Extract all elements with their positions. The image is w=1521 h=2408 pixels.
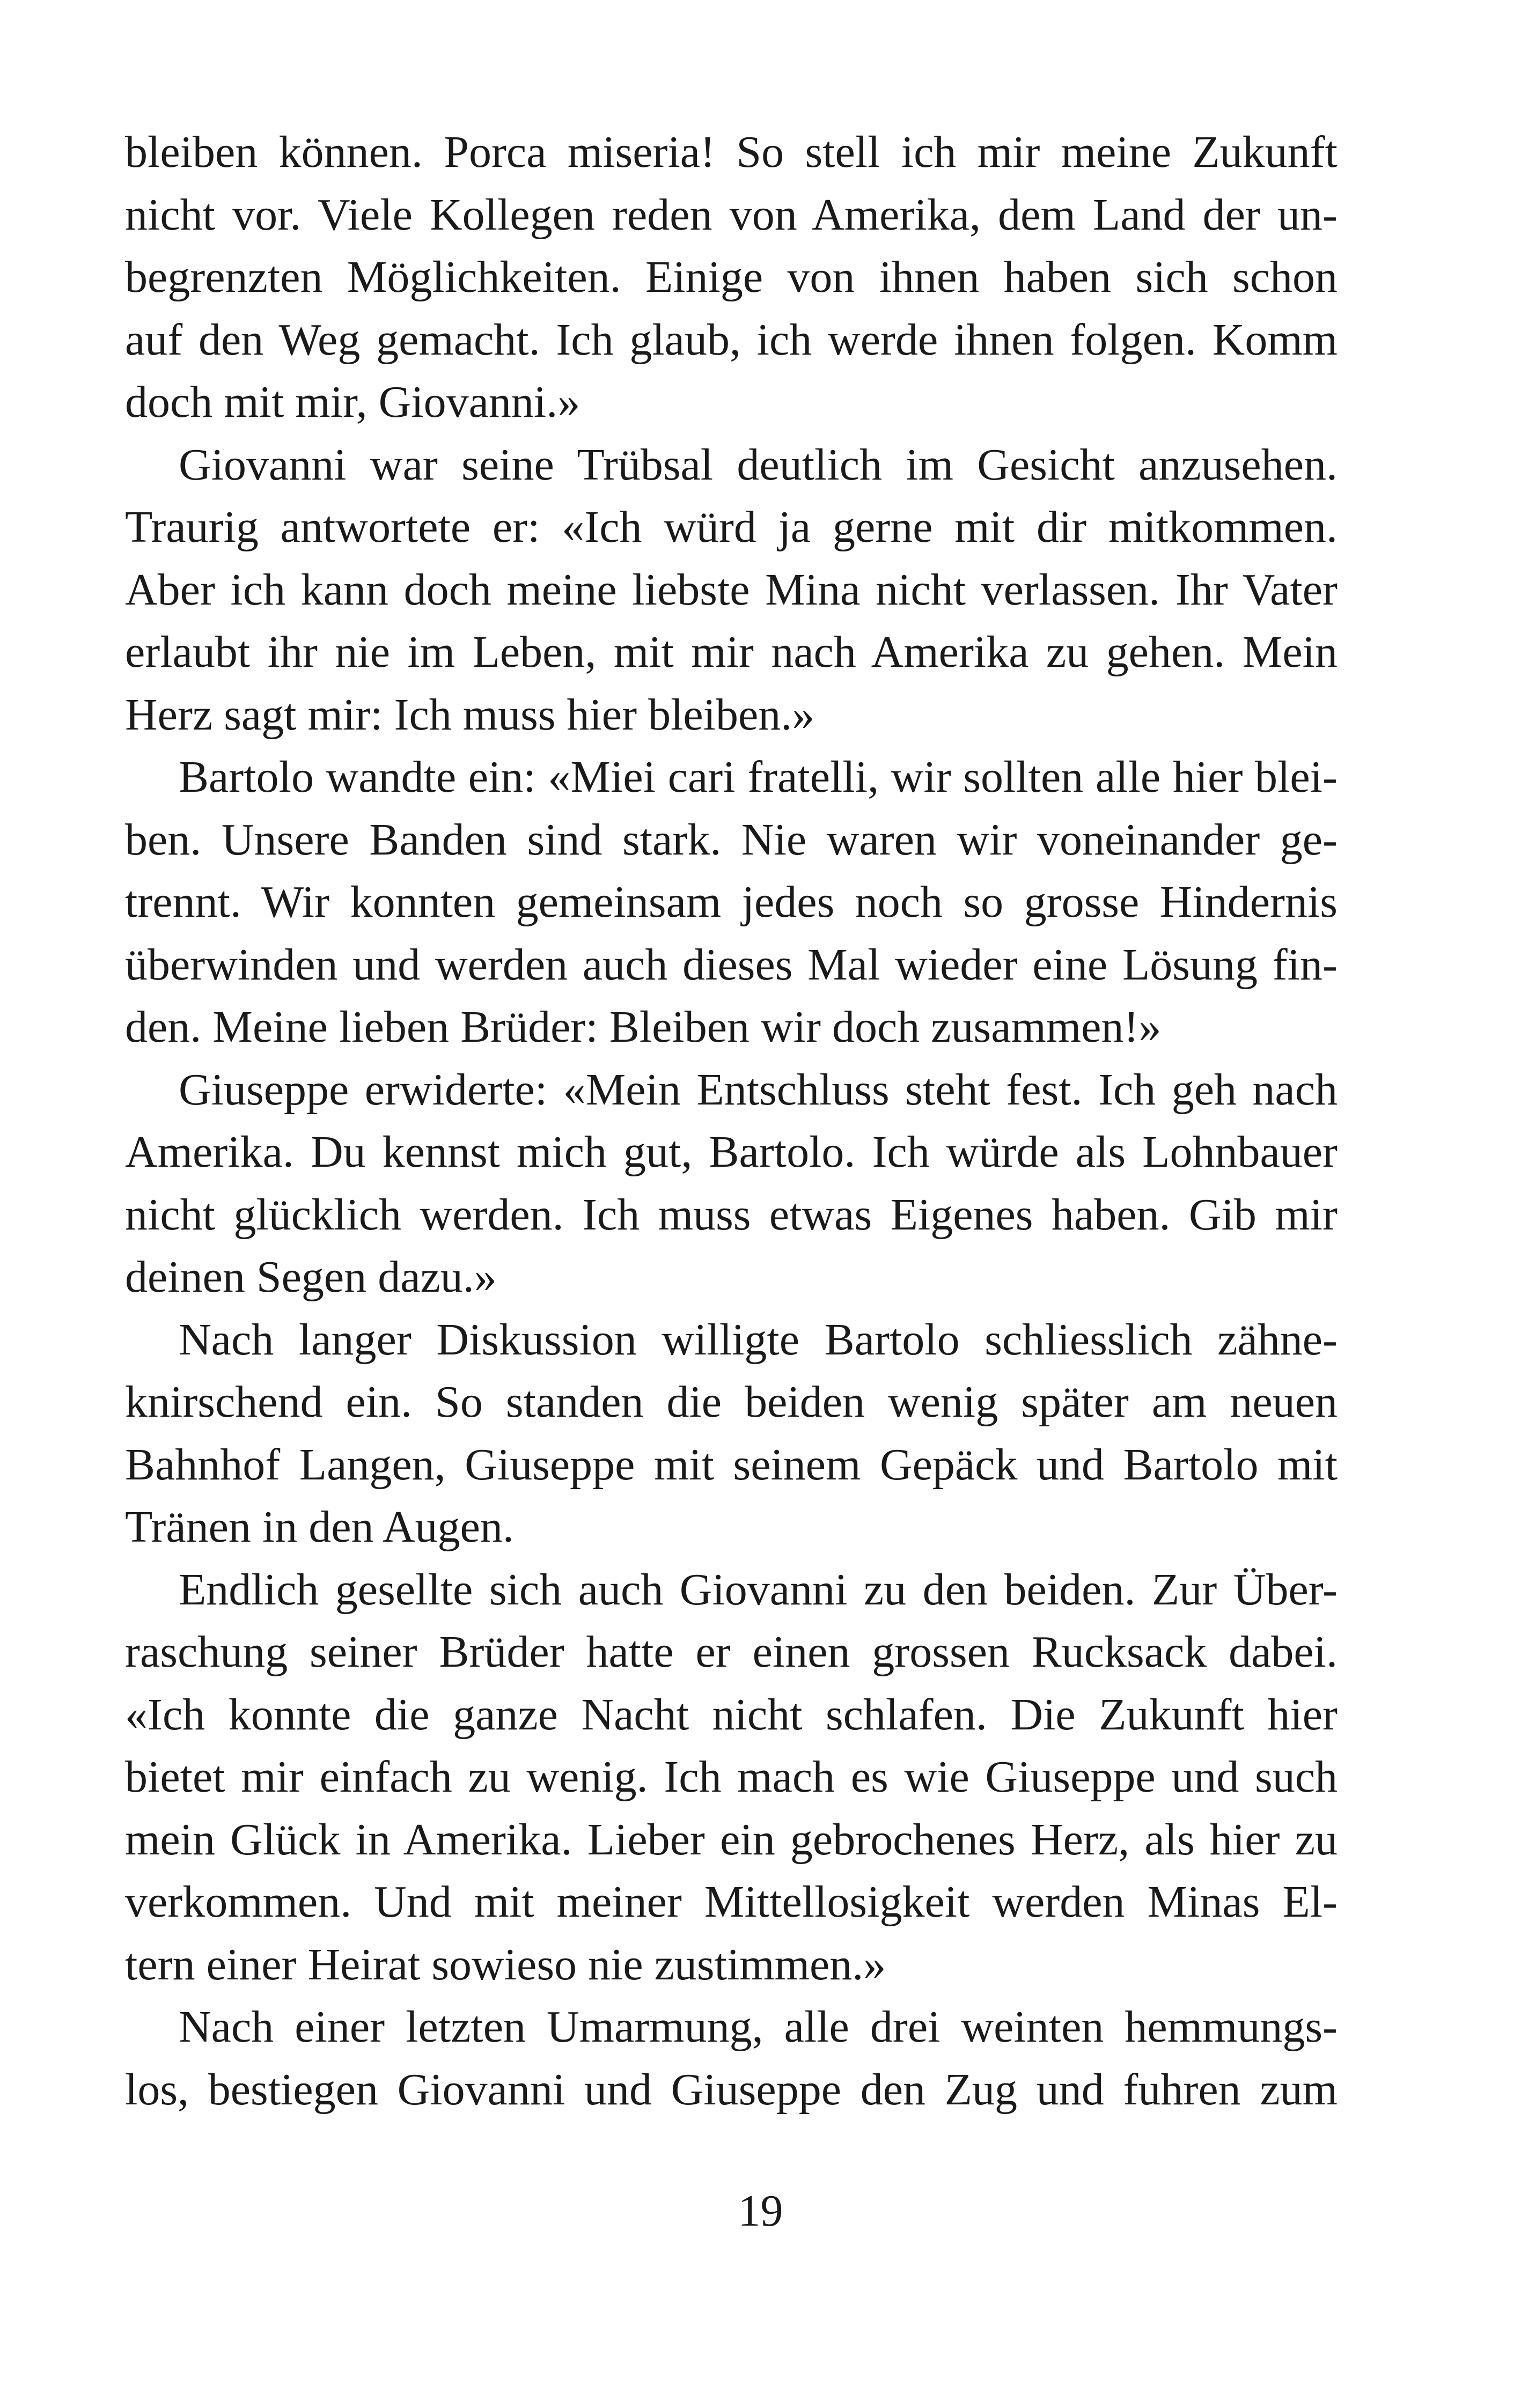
text-line: begrenzten Möglichkeiten. Einige von ihnen haben sich schon	[125, 252, 1338, 302]
text-line: tern einer Heirat sowieso nie zustimmen.»	[125, 1939, 886, 1990]
text-line: bleiben können. Porca miseria! So stell ich mir meine Zukunft	[125, 127, 1338, 177]
text-line: erlaubt ihr nie im Leben, mit mir nach Amerika zu gehen. Mein	[125, 627, 1338, 677]
text-line: deinen Segen dazu.»	[125, 1252, 497, 1302]
paragraph	[125, 1309, 1338, 1559]
text-line: auf den Weg gemacht. Ich glaub, ich werde ihnen folgen. Komm	[125, 314, 1338, 365]
text-line: los, bestiegen Giovanni und Giuseppe den Zug und fuhren zum	[125, 2064, 1338, 2115]
paragraph	[125, 1059, 1338, 1309]
paragraph	[125, 746, 1338, 1059]
text-line: Endlich gesellte sich auch Giovanni zu den beiden. Zur Über-	[179, 1564, 1338, 1615]
text-line: verkommen. Und mit meiner Mittellosigkeit werden Minas El-	[125, 1877, 1338, 1927]
text-line: nicht glücklich werden. Ich muss etwas Eigenes haben. Gib mir	[125, 1189, 1338, 1240]
text-line: den. Meine lieben Brüder: Bleiben wir doch zusammen!»	[125, 1002, 1162, 1052]
text-line: Bahnhof Langen, Giuseppe mit seinem Gepäck und Bartolo mit	[125, 1439, 1338, 1490]
text-line: «Ich konnte die ganze Nacht nicht schlafen. Die Zukunft hier	[125, 1689, 1338, 1740]
text-line: Bartolo wandte ein: «Miei cari fratelli, wir sollten alle hier blei-	[179, 752, 1338, 802]
text-line: Nach einer letzten Umarmung, alle drei weinten hemmungs-	[179, 2002, 1338, 2052]
text-line: trennt. Wir konnten gemeinsam jedes noch so grosse Hindernis	[125, 877, 1338, 927]
paragraph	[125, 1996, 1338, 2121]
text-line: raschung seiner Brüder hatte er einen grossen Rucksack dabei.	[125, 1627, 1338, 1677]
text-line: Giuseppe erwiderte: «Mein Entschluss steht fest. Ich geh nach	[179, 1064, 1338, 1115]
text-line: Traurig antwortete er: «Ich würd ja gerne mit dir mitkommen.	[125, 502, 1338, 552]
text-line: doch mit mir, Giovanni.»	[125, 377, 581, 427]
text-line: Tränen in den Augen.	[125, 1502, 514, 1552]
text-line: Herz sagt mir: Ich muss hier bleiben.»	[125, 689, 815, 740]
text-line: ben. Unsere Banden sind stark. Nie waren wir voneinander ge-	[125, 814, 1338, 865]
text-line: Amerika. Du kennst mich gut, Bartolo. Ich würde als Lohnbauer	[125, 1127, 1338, 1177]
text-line: knirschend ein. So standen die beiden wenig später am neuen	[125, 1377, 1338, 1427]
paragraph	[125, 434, 1338, 747]
text-line: nicht vor. Viele Kollegen reden von Amerika, dem Land der un-	[125, 189, 1338, 240]
body-text	[125, 121, 1338, 2121]
page-number: 19	[738, 2186, 783, 2236]
text-line: bietet mir einfach zu wenig. Ich mach es wie Giuseppe und such	[125, 1752, 1338, 1802]
paragraph	[125, 121, 1338, 434]
text-line: Aber ich kann doch meine liebste Mina nicht verlassen. Ihr Vater	[125, 564, 1338, 615]
paragraph	[125, 1559, 1338, 1997]
text-line: überwinden und werden auch dieses Mal wieder eine Lösung fin-	[125, 939, 1338, 990]
text-line: Nach langer Diskussion willigte Bartolo schliesslich zähne-	[179, 1314, 1338, 1365]
text-line: mein Glück in Amerika. Lieber ein gebrochenes Herz, als hier zu	[125, 1814, 1338, 1865]
text-line: Giovanni war seine Trübsal deutlich im Gesicht anzusehen.	[179, 439, 1338, 490]
